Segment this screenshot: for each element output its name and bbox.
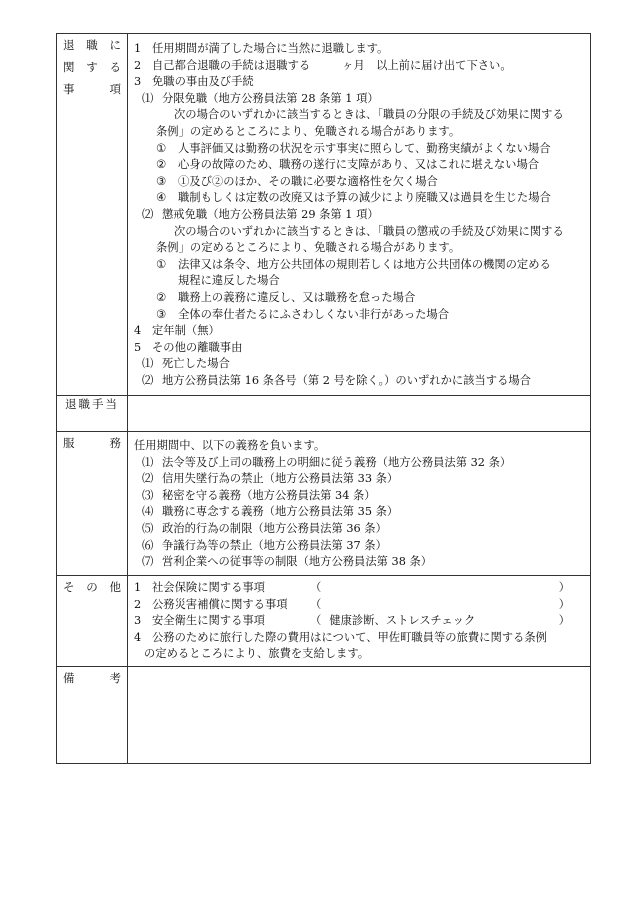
text: 退職手当: [65, 397, 119, 411]
text: 法律又は条令、地方公共団体の規則若しくは地方公共団体の機関の定める: [178, 257, 551, 271]
text: 人事評価又は勤務の状況を示す事実に照らして、勤務実績がよくない場合: [178, 141, 551, 155]
text: ⑵: [142, 207, 154, 221]
text: 懲戒免職（地方公務員法第 29 条第 1 項）: [162, 207, 379, 221]
disciplinary-reason-2: [134, 290, 586, 307]
text: 信用失墜行為の禁止（地方公務員法第 33 条）: [162, 472, 399, 486]
dismissal-type-2-desc-2: 条例」の定めるところにより、免職される場合があります。: [156, 241, 461, 255]
text: 職務に専念する義務（地方公務員法第 35 条）: [162, 505, 399, 519]
text: ⑸: [142, 521, 154, 535]
text: 項: [109, 82, 121, 96]
text: 死亡した場合: [162, 357, 230, 371]
allowance-row: [57, 396, 591, 432]
text: る: [109, 60, 121, 74]
text: 秘密を守る義務（地方公務員法第 34 条）: [162, 488, 376, 502]
dismissal-type-1-desc: 次の場合のいずれかに該当するときは、「職員の分限の手続及び効果に関する: [174, 108, 564, 122]
dismissal-type-2-desc: 次の場合のいずれかに該当するときは、「職員の懲戒の手続及び効果に関する: [174, 224, 564, 238]
text: 営利企業への従事等の制限（地方公務員法第 38 条）: [162, 555, 433, 569]
text: 務: [109, 436, 121, 450]
text: 職制もしくは定数の改廃又は予算の減少により廃職又は過員を生じた場合: [178, 191, 551, 205]
allowance-content: [128, 396, 591, 432]
text: 職務上の義務に違反し、又は職務を怠った場合: [178, 290, 416, 304]
text: 公務災害補償に関する事項: [152, 597, 288, 611]
text: 2: [134, 597, 142, 611]
text: 心身の故障のため、職務の遂行に支障があり、又はこれに堪えない場合: [178, 158, 540, 172]
text: （: [310, 614, 322, 628]
other-separation-2: [134, 373, 586, 390]
text: ③: [156, 174, 167, 188]
duty-item-3: [134, 488, 586, 505]
duties-row: [57, 432, 591, 576]
text: 考: [109, 671, 121, 685]
text: 安全衛生に関する事項: [152, 614, 265, 628]
other-content: [128, 576, 591, 667]
text: ④: [156, 191, 167, 205]
text: 地方公務員法第 16 条各号（第 2 号を除く。）のいずれかに該当する場合: [162, 373, 531, 387]
retirement-item-5: [134, 340, 586, 357]
text: す: [86, 60, 98, 74]
text: ⑵: [142, 373, 154, 387]
disciplinary-reason-3: [134, 307, 586, 324]
duties-content: [128, 432, 591, 576]
text: 政治的行為の制限（地方公務員法第 36 条）: [162, 521, 387, 535]
text: ⑶: [142, 488, 154, 502]
text: 定年制（無）: [152, 324, 220, 338]
other-item-2: [134, 597, 586, 614]
text: ）: [558, 614, 570, 628]
duty-item-4: [134, 504, 586, 521]
dismissal-reason-1: [134, 141, 586, 158]
text: 法令等及び上司の職務上の明細に従う義務（地方公務員法第 32 条）: [162, 455, 512, 469]
text: （: [310, 597, 322, 611]
dismissal-type-2: [134, 207, 586, 224]
disciplinary-reason-1-cont: 規程に違反した場合: [178, 274, 280, 288]
text: 4: [134, 324, 142, 338]
text: ⑺: [142, 555, 154, 569]
text: 4: [134, 630, 142, 644]
remarks-content: [128, 667, 591, 764]
text: に: [109, 38, 121, 52]
text: 職: [86, 38, 98, 52]
text: の: [86, 580, 98, 594]
text: ③: [156, 307, 167, 321]
text: ヶ月 以上前に届け出て下さい。: [342, 58, 512, 72]
dismissal-type-1-desc-2: 条例」の定めるところにより、免職される場合があります。: [156, 124, 461, 138]
retirement-item-1: [134, 41, 586, 58]
text: ⑵: [142, 472, 154, 486]
text: 事: [63, 82, 75, 96]
retirement-item-4: [134, 323, 586, 340]
text: （: [310, 581, 322, 594]
text: 免職の事由及び手続: [152, 75, 254, 89]
text: ⑷: [142, 505, 154, 519]
duty-item-1: [134, 455, 586, 472]
remarks-label: [57, 667, 128, 764]
allowance-label: [57, 396, 128, 432]
other-item-1: [134, 580, 586, 597]
text: 自己都合退職の手続は退職する: [152, 58, 311, 72]
dismissal-reason-4: [134, 190, 586, 207]
text: ①: [156, 257, 167, 271]
text: 服: [63, 436, 75, 450]
other-label: [57, 576, 128, 667]
text: その他の離職事由: [152, 340, 243, 354]
other-item-4: [134, 630, 586, 647]
text: ⑴: [142, 91, 154, 105]
duties-label: [57, 432, 128, 576]
text: ）: [558, 597, 570, 611]
text: 退: [63, 38, 75, 52]
text: 任用期間が満了した場合に当然に退職します。: [152, 42, 389, 55]
text: 健康診断、ストレスチェック: [329, 614, 476, 628]
dismissal-reason-3: [134, 174, 586, 191]
other-item-4-cont: の定めるところにより、旅費を支給します。: [144, 647, 370, 661]
retirement-label: [57, 34, 128, 396]
text: 公務のために旅行した際の費用はについて、甲佐町職員等の旅費に関する条例: [152, 630, 547, 644]
dismissal-type-1: [134, 91, 586, 108]
text: 関: [63, 60, 75, 74]
text: 5: [134, 340, 142, 354]
text: 全体の奉仕者たるにふさわしくない非行があった場合: [178, 307, 450, 321]
remarks-row: [57, 667, 591, 764]
text: 争議行為等の禁止（地方公務員法第 37 条）: [162, 538, 387, 552]
text: ⑹: [142, 538, 154, 552]
text: 備: [63, 671, 75, 685]
text: ②: [156, 290, 167, 304]
retirement-item-2: [134, 58, 586, 75]
retirement-row: [57, 34, 591, 396]
text: 社会保険に関する事項: [152, 581, 265, 594]
text: 他: [109, 580, 121, 594]
dismissal-reason-2: [134, 157, 586, 174]
retirement-item-3: [134, 74, 586, 91]
text: 2: [134, 58, 142, 72]
duty-item-7: [134, 554, 586, 571]
retirement-content: [128, 34, 591, 396]
duties-intro: 任用期間中、以下の義務を負います。: [134, 439, 326, 452]
disciplinary-reason-1: [134, 257, 586, 274]
duty-item-5: [134, 521, 586, 538]
other-item-3: [134, 613, 586, 630]
text: ①及び②のほか、その職に必要な適格性を欠く場合: [178, 174, 438, 188]
duty-item-6: [134, 538, 586, 555]
duty-item-2: [134, 471, 586, 488]
other-separation-1: [134, 356, 586, 373]
text: ①: [156, 141, 167, 155]
text: 1: [134, 581, 142, 594]
text: ⑴: [142, 455, 154, 469]
text: 1: [134, 42, 142, 55]
employment-conditions-table: [56, 33, 591, 764]
other-row: [57, 576, 591, 667]
text: ）: [558, 581, 570, 594]
text: ⑴: [142, 357, 154, 371]
text: 3: [134, 614, 142, 628]
text: 3: [134, 75, 142, 89]
text: 分限免職（地方公務員法第 28 条第 1 項）: [162, 91, 379, 105]
text: そ: [63, 580, 75, 594]
text: ②: [156, 158, 167, 172]
